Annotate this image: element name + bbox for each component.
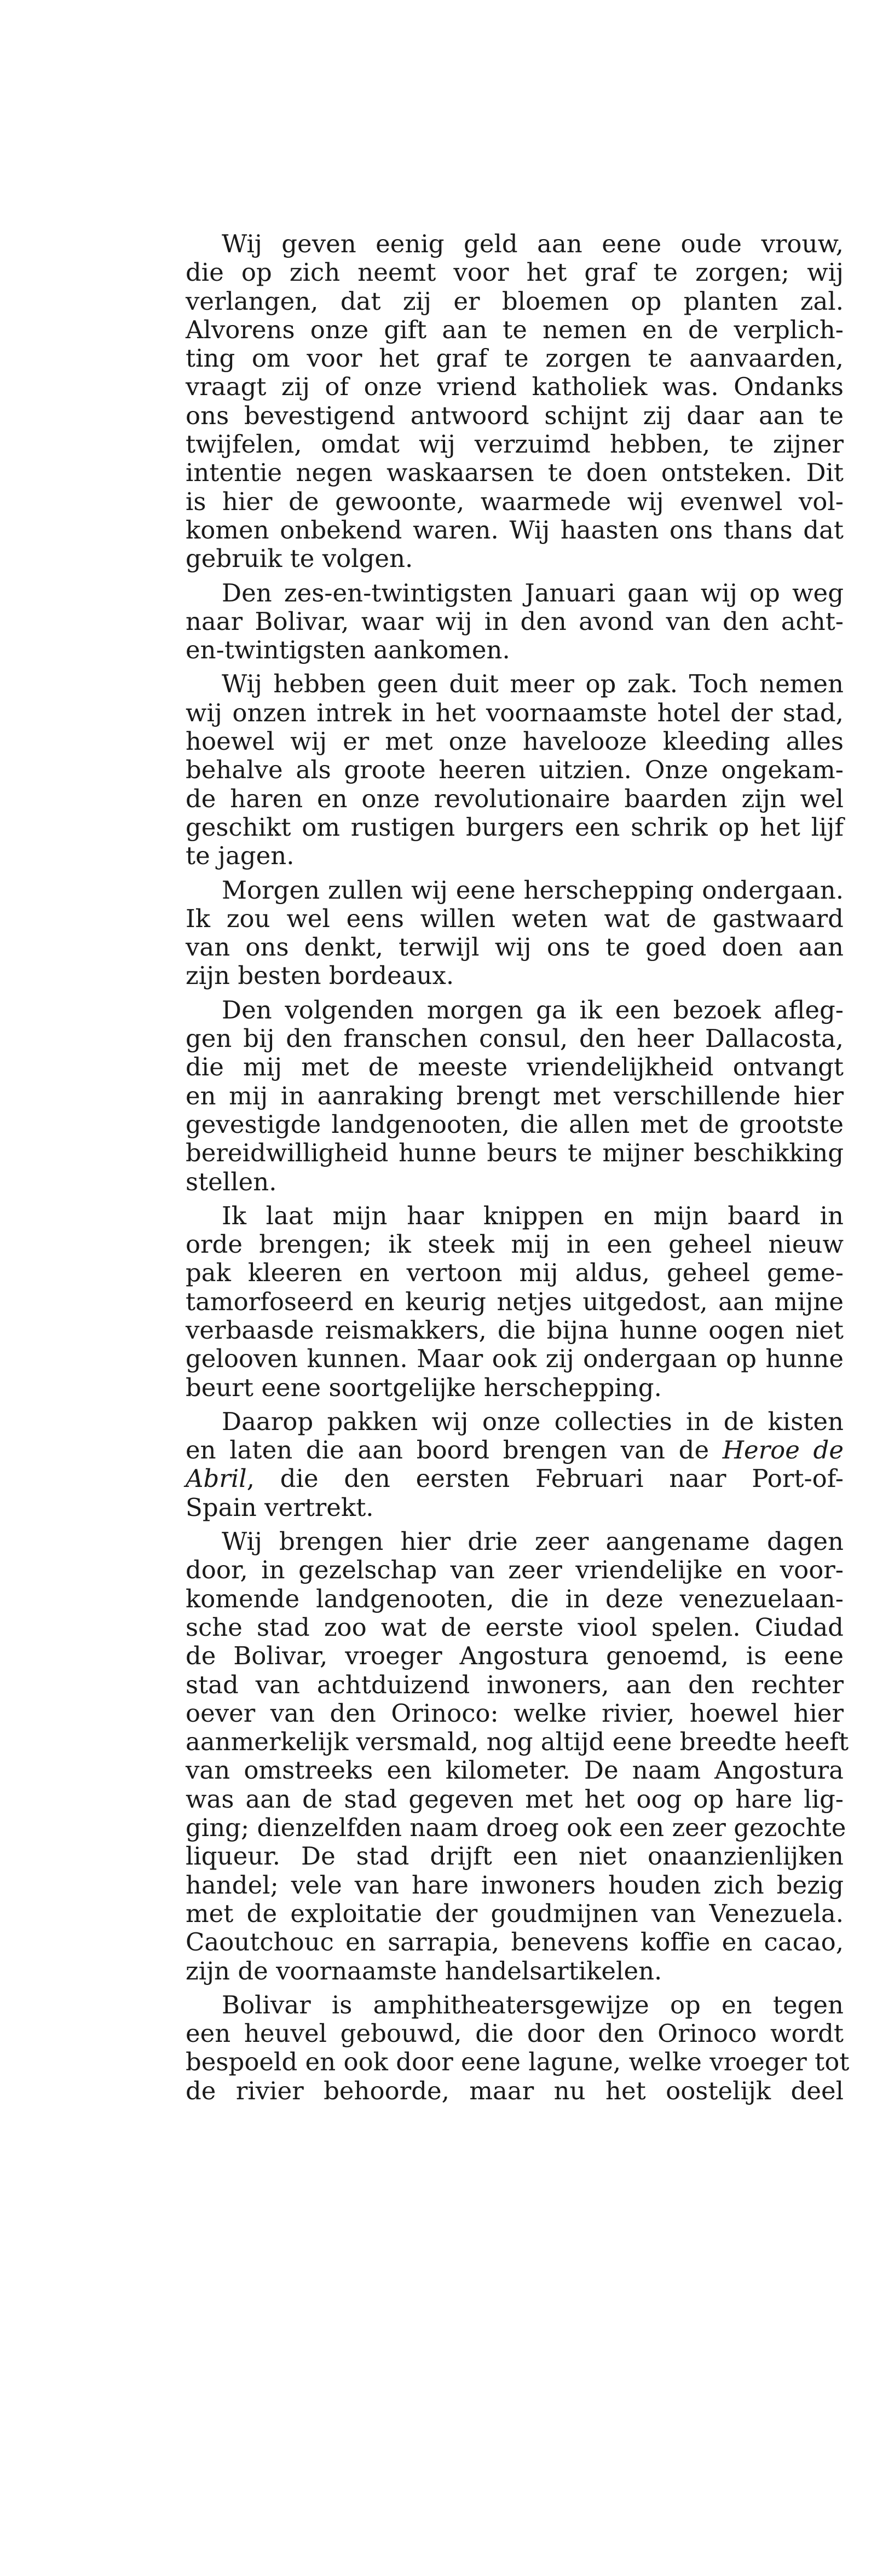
- paragraph: [186, 230, 844, 574]
- text-line: Caoutchouc en sarrapia, benevens koffie en cacao,: [186, 1927, 844, 1957]
- text-line: bespoeld en ook door eene lagune, welke vroeger tot: [186, 2047, 850, 2077]
- text-line: Ik zou wel eens willen weten wat de gastwaard: [186, 904, 844, 933]
- text-line: verbaasde reismakkers, die bijna hunne oogen niet: [186, 1315, 844, 1345]
- text-line: twijfelen, omdat wij verzuimd hebben, te zijner: [186, 430, 844, 459]
- text-line: bereidwilligheid hunne beurs te mijner beschikking: [186, 1138, 844, 1168]
- text-line: Morgen zullen wij eene herschepping ondergaan.: [222, 875, 844, 905]
- paragraph: [186, 579, 844, 665]
- text-line: pak kleeren en vertoon mij aldus, geheel geme-: [186, 1258, 844, 1288]
- text-line: geschikt om rustigen burgers een schrik op het lijf: [186, 812, 844, 842]
- text-line: beurt eene soortgelijke herschepping.: [186, 1373, 662, 1402]
- text-line: van ons denkt, terwijl wij ons te goed doen aan: [186, 933, 844, 962]
- paragraph: [186, 1990, 850, 2105]
- text-fragment: , die den eersten Februari naar Port-of-: [246, 1464, 844, 1493]
- text-line: Wij brengen hier drie zeer aangename dagen: [222, 1527, 844, 1556]
- text-line: Bolivar is amphitheatersgewijze op en tegen: [222, 1990, 844, 2019]
- text-line: Spain vertrekt.: [186, 1492, 374, 1522]
- text-line: ging; dienzelfden naam droeg ook een zeer gezochte: [186, 1813, 846, 1843]
- text-line: liqueur. De stad drijft een niet onaanzienlijken: [186, 1842, 844, 1871]
- text-line: een heuvel gebouwd, die door den Orinoco wordt: [186, 2019, 844, 2048]
- text-line: Alvorens onze gift aan te nemen en de verplich-: [186, 315, 844, 344]
- text-line: te jagen.: [186, 841, 295, 871]
- text-line: stellen.: [186, 1167, 277, 1196]
- text-line: de haren en onze revolutionaire baarden zijn wel: [186, 784, 844, 813]
- text-line: handel; vele van hare inwoners houden zich bezig: [186, 1870, 844, 1900]
- text-line: met de exploitatie der goudmijnen van Venezuela.: [186, 1898, 844, 1928]
- paragraph: [186, 1527, 849, 1985]
- text-line: sche stad zoo wat de eerste viool spelen. Ciudad: [186, 1612, 844, 1642]
- text-line: behalve als groote heeren uitzien. Onze ongekam-: [186, 755, 844, 785]
- body-text: [186, 229, 850, 2111]
- text-line: Wij hebben geen duit meer op zak. Toch nemen: [222, 669, 844, 699]
- text-line: ting om voor het graf te zorgen te aanvaarden,: [186, 344, 844, 373]
- text-line: verlangen, dat zij er bloemen op planten zal.: [186, 286, 844, 316]
- text-line: die mij met de meeste vriendelijkheid ontvangt: [186, 1052, 844, 1082]
- text-line: zijn de voornaamste handelsartikelen.: [186, 1956, 662, 1985]
- text-line: komen onbekend waren. Wij haasten ons thans dat: [186, 515, 844, 545]
- paragraph: [186, 1408, 844, 1522]
- text-line: en mij in aanraking brengt met verschillende hier: [186, 1081, 844, 1110]
- text-line-with-ship-name: [186, 1464, 844, 1493]
- text-line-with-ship-name: [186, 1436, 844, 1464]
- text-line: ons bevestigend antwoord schijnt zij daar aan te: [186, 401, 844, 430]
- text-line: en-twintigsten aankomen.: [186, 635, 510, 665]
- text-line: gen bij den franschen consul, den heer Dallacosta,: [186, 1024, 844, 1053]
- text-line: stad van achtduizend inwoners, aan den rechter: [186, 1670, 844, 1699]
- text-line: komende landgenooten, die in deze venezuelaan-: [186, 1584, 844, 1613]
- text-line: Ik laat mijn haar knippen en mijn baard in: [222, 1201, 844, 1230]
- text-line: Daarop pakken wij onze collecties in de kisten: [222, 1406, 844, 1436]
- text-line: tamorfoseerd en keurig netjes uitgedost, aan mijne: [186, 1287, 844, 1316]
- text-fragment: en laten die aan boord brengen van de: [186, 1435, 723, 1465]
- ship-name-italic: Heroe de: [722, 1435, 844, 1465]
- text-line: de rivier behoorde, maar nu het oostelijk deel: [186, 2076, 844, 2105]
- text-line: hoewel wij er met onze havelooze kleeding alles: [186, 727, 844, 756]
- paragraph: [186, 996, 844, 1196]
- text-line: zijn besten bordeaux.: [186, 961, 454, 991]
- text-line: vraagt zij of onze vriend katholiek was. Ondanks: [186, 372, 844, 402]
- paragraph: [186, 670, 844, 870]
- text-line: was aan de stad gegeven met het oog op hare lig-: [186, 1784, 844, 1814]
- text-line: die op zich neemt voor het graf te zorgen; wij: [186, 258, 844, 287]
- paragraph: [186, 876, 844, 991]
- text-line: oever van den Orinoco: welke rivier, hoewel hier: [186, 1698, 844, 1728]
- text-line: aanmerkelijk versmald, nog altijd eene breedte heeft: [186, 1727, 849, 1757]
- text-line: Den zes-en-twintigsten Januari gaan wij op weg: [222, 578, 844, 607]
- text-line: gevestigde landgenooten, die allen met de grootste: [186, 1109, 844, 1139]
- text-line: Wij geven eenig geld aan eene oude vrouw,: [222, 229, 844, 258]
- text-line: gebruik te volgen.: [186, 544, 413, 574]
- text-line: door, in gezelschap van zeer vriendelijke en voor-: [186, 1555, 844, 1585]
- text-line: de Bolivar, vroeger Angostura genoemd, is eene: [186, 1641, 844, 1671]
- text-line: intentie negen waskaarsen te doen ontsteken. Dit: [186, 458, 844, 488]
- text-line: gelooven kunnen. Maar ook zij ondergaan op hunne: [186, 1344, 844, 1374]
- text-line: naar Bolivar, waar wij in den avond van den acht-: [186, 606, 844, 636]
- text-line: is hier de gewoonte, waarmede wij evenwel vol-: [186, 487, 844, 516]
- ship-name-italic: Abril: [186, 1464, 247, 1493]
- text-line: wij onzen intrek in het voornaamste hotel der stad,: [186, 698, 844, 727]
- text-line: Den volgenden morgen ga ik een bezoek afleg-: [222, 995, 844, 1024]
- text-line: van omstreeks een kilometer. De naam Angostura: [186, 1756, 844, 1785]
- paragraph: [186, 1202, 844, 1402]
- text-line: orde brengen; ik steek mij in een geheel nieuw: [186, 1230, 844, 1259]
